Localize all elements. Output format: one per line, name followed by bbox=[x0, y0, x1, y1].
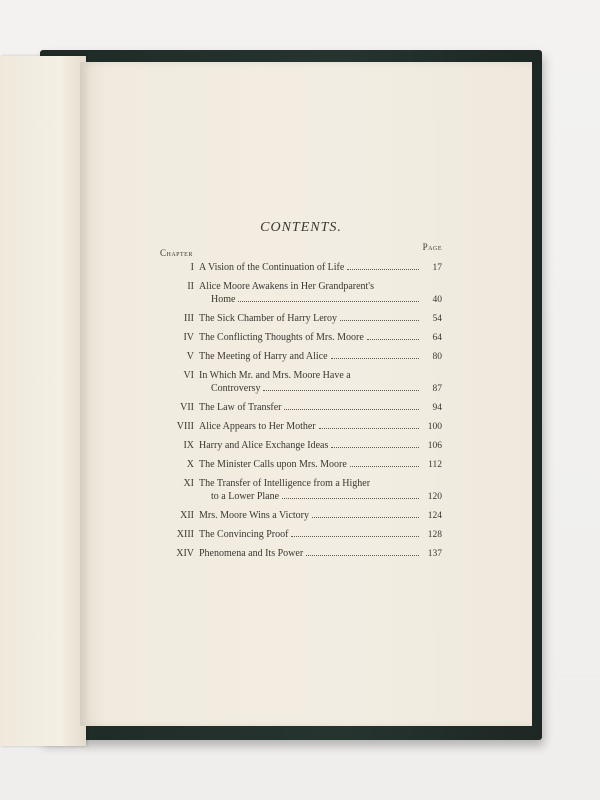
dot-leader bbox=[331, 358, 419, 359]
chapter-title: Alice Moore Awakens in Her Grandparent's bbox=[199, 281, 374, 292]
entry-body bbox=[199, 509, 442, 523]
entry-line bbox=[199, 420, 442, 434]
chapter-title: The Conflicting Thoughts of Mrs. Moore bbox=[199, 332, 364, 343]
chapter-title: Mrs. Moore Wins a Victory bbox=[199, 510, 310, 521]
page-number: 17 bbox=[432, 263, 442, 273]
dot-leader bbox=[282, 498, 419, 499]
contents-entry bbox=[160, 369, 442, 396]
entry-body bbox=[199, 547, 442, 561]
page-number: 124 bbox=[427, 511, 442, 521]
entry-line bbox=[199, 280, 442, 293]
entry-line bbox=[199, 401, 442, 415]
entry-body bbox=[199, 261, 442, 275]
chapter-title-continued: to a Lower Plane bbox=[211, 491, 280, 502]
entry-body bbox=[199, 331, 442, 345]
page-number: 112 bbox=[428, 460, 442, 470]
entry-line bbox=[199, 509, 442, 523]
entry-body bbox=[199, 369, 442, 396]
entry-line-continued bbox=[199, 382, 442, 396]
chapter-title: A Vision of the Continuation of Life bbox=[199, 262, 345, 273]
entry-line bbox=[199, 369, 442, 382]
entry-body bbox=[199, 528, 442, 542]
contents-entry bbox=[160, 528, 442, 542]
contents-entry bbox=[160, 420, 442, 434]
chapter-title: The Sick Chamber of Harry Leroy bbox=[199, 313, 338, 324]
entry-line bbox=[199, 350, 442, 364]
entry-line-continued bbox=[199, 490, 442, 504]
entry-line-continued bbox=[199, 293, 442, 307]
dot-leader bbox=[367, 339, 419, 340]
table-of-contents bbox=[160, 220, 442, 566]
chapter-title: The Law of Transfer bbox=[199, 402, 282, 413]
entry-body bbox=[199, 458, 442, 472]
contents-entry bbox=[160, 331, 442, 345]
entry-line bbox=[199, 439, 442, 453]
dot-leader bbox=[331, 447, 419, 448]
left-page bbox=[0, 56, 86, 746]
chapter-title: Phenomena and Its Power bbox=[199, 548, 304, 559]
dot-leader bbox=[340, 320, 419, 321]
entry-line bbox=[199, 547, 442, 561]
contents-entry bbox=[160, 477, 442, 504]
dot-leader bbox=[347, 269, 419, 270]
chapter-column-label: Chapter bbox=[160, 248, 193, 258]
entry-line bbox=[199, 312, 442, 326]
chapter-title: The Minister Calls upon Mrs. Moore bbox=[199, 459, 347, 470]
chapter-number: IX bbox=[183, 440, 194, 451]
page-column-label: Page bbox=[422, 242, 442, 252]
entry-body bbox=[199, 312, 442, 326]
entry-body bbox=[199, 439, 442, 453]
dot-leader bbox=[291, 536, 419, 537]
chapter-number: VII bbox=[180, 402, 194, 413]
contents-entry bbox=[160, 439, 442, 453]
page-number: 106 bbox=[427, 441, 442, 451]
contents-heading: CONTENTS. bbox=[260, 220, 342, 235]
dot-leader bbox=[263, 390, 419, 391]
chapter-title: In Which Mr. and Mrs. Moore Have a bbox=[199, 370, 351, 381]
entry-line bbox=[199, 528, 442, 542]
page-number: 94 bbox=[432, 403, 442, 413]
chapter-number: XII bbox=[180, 510, 194, 521]
chapter-title: The Meeting of Harry and Alice bbox=[199, 351, 328, 362]
chapter-number: X bbox=[186, 459, 194, 470]
page-number: 87 bbox=[432, 384, 442, 394]
chapter-number: IV bbox=[183, 332, 194, 343]
chapter-number: I bbox=[190, 262, 194, 273]
chapter-number: II bbox=[187, 281, 194, 292]
chapter-number: VIII bbox=[176, 421, 194, 432]
page-number: 120 bbox=[427, 492, 442, 502]
chapter-title: The Convincing Proof bbox=[199, 529, 289, 540]
contents-entry bbox=[160, 261, 442, 275]
page-number: 40 bbox=[432, 295, 442, 305]
chapter-title: The Transfer of Intelligence from a Higher bbox=[199, 478, 371, 489]
chapter-title-continued: Controversy bbox=[211, 383, 261, 394]
chapter-number: VI bbox=[183, 370, 194, 381]
entry-body bbox=[199, 401, 442, 415]
chapter-number: XI bbox=[183, 478, 194, 489]
contents-entry bbox=[160, 280, 442, 307]
page-number: 100 bbox=[427, 422, 442, 432]
entry-line bbox=[199, 261, 442, 275]
page-number: 80 bbox=[432, 352, 442, 362]
chapter-number: III bbox=[184, 313, 194, 324]
contents-entry bbox=[160, 547, 442, 561]
chapter-title: Harry and Alice Exchange Ideas bbox=[199, 440, 329, 451]
entry-body bbox=[199, 280, 442, 307]
page-number: 64 bbox=[432, 333, 442, 343]
entry-body bbox=[199, 350, 442, 364]
contents-entry bbox=[160, 350, 442, 364]
contents-entry bbox=[160, 458, 442, 472]
chapter-title-continued: Home bbox=[211, 294, 236, 305]
page-number: 137 bbox=[427, 549, 442, 559]
entry-line bbox=[199, 458, 442, 472]
dot-leader bbox=[319, 428, 419, 429]
entry-body bbox=[199, 420, 442, 434]
dot-leader bbox=[350, 466, 419, 467]
contents-entry bbox=[160, 509, 442, 523]
dot-leader bbox=[284, 409, 419, 410]
column-headers bbox=[160, 242, 442, 258]
chapter-number: XIV bbox=[176, 548, 194, 559]
contents-entry bbox=[160, 401, 442, 415]
dot-leader bbox=[306, 555, 419, 556]
entry-line bbox=[199, 477, 442, 490]
chapter-title: Alice Appears to Her Mother bbox=[199, 421, 316, 432]
contents-entry bbox=[160, 312, 442, 326]
entry-body bbox=[199, 477, 442, 504]
dot-leader bbox=[312, 517, 419, 518]
entry-line bbox=[199, 331, 442, 345]
page-number: 54 bbox=[432, 314, 442, 324]
page-number: 128 bbox=[427, 530, 442, 540]
chapter-number: XIII bbox=[176, 529, 194, 540]
contents-entries bbox=[160, 261, 442, 561]
dot-leader bbox=[238, 301, 419, 302]
chapter-number: V bbox=[186, 351, 194, 362]
